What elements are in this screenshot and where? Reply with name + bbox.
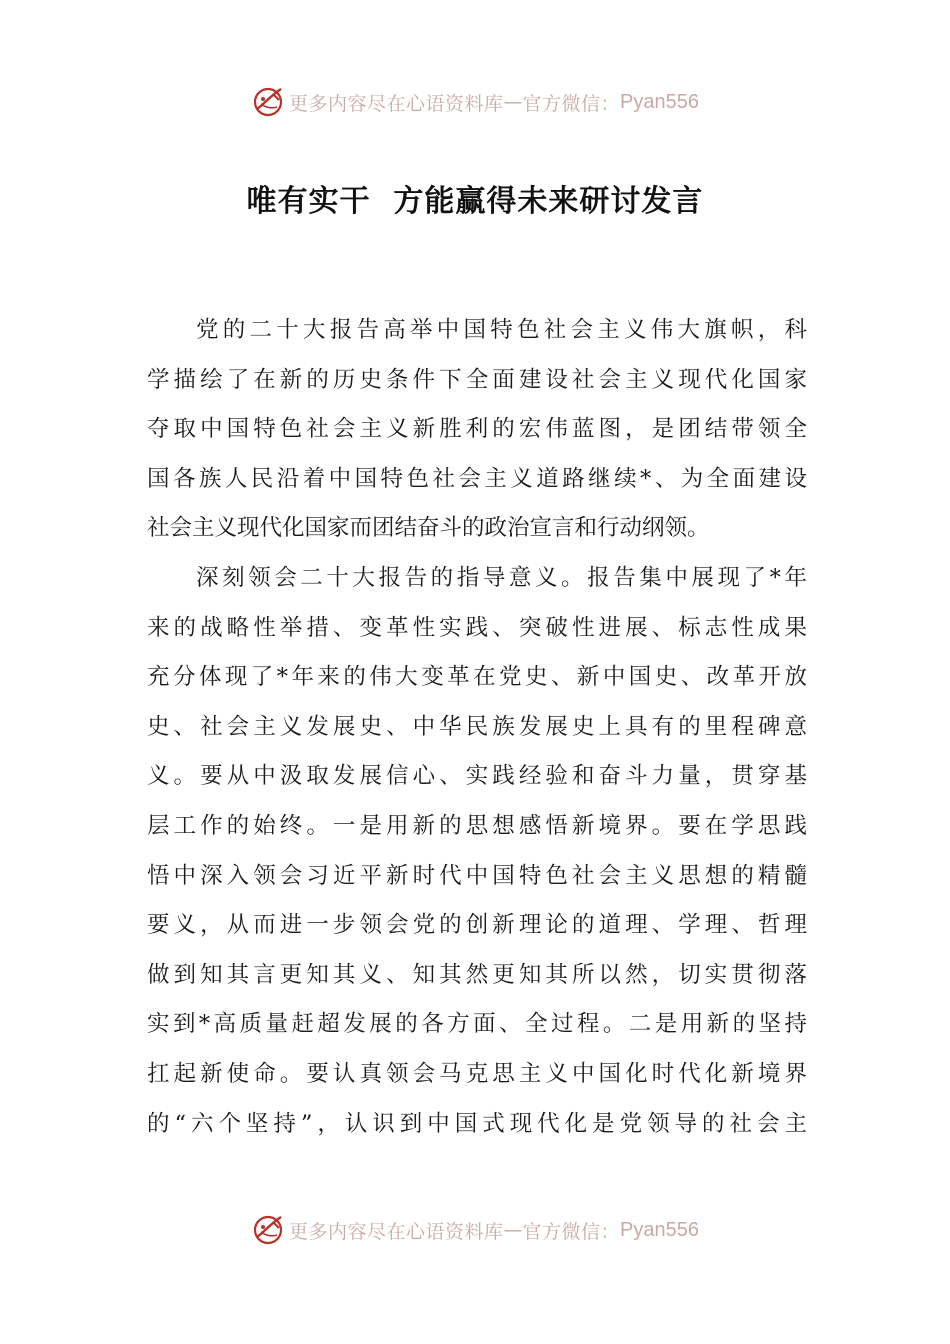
text-line: 社会主义现代化国家而团结奋斗的政治宣言和行动纲领。	[147, 515, 710, 542]
text-line: 层工作的始终。一是用新的思想感悟新境界。要在学思践	[147, 812, 807, 839]
text-line: 做到知其言更知其义、知其然更知其所以然，切实贯彻落	[147, 961, 807, 988]
text-line: 史、社会主义发展史、中华民族发展史上具有的里程碑意	[147, 713, 807, 740]
pen-logo-icon	[251, 85, 285, 119]
text-line: 来的战略性举措、变革性实践、突破性进展、标志性成果	[147, 614, 807, 641]
banner-wechat-id: Pyan556	[620, 90, 699, 113]
text-line: 深刻领会二十大报告的指导意义。报告集中展现了*年	[196, 564, 807, 591]
text-line: 悟中深入领会习近平新时代中国特色社会主义思想的精髓	[147, 862, 807, 889]
banner-separator: —	[503, 1219, 523, 1241]
footer-banner	[0, 1210, 950, 1250]
banner-separator: —	[503, 91, 523, 113]
document-title: 唯有实干 方能赢得未来研讨发言	[246, 184, 704, 219]
text-line: 充分体现了*年来的伟大变革在党史、新中国史、改革开放	[147, 664, 807, 691]
header-banner	[0, 82, 950, 122]
document-body	[147, 306, 807, 1149]
text-line: 学描绘了在新的历史条件下全面建设社会主义现代化国家	[147, 366, 807, 393]
text-line: 要义，从而进一步领会党的创新理论的道理、学理、哲理	[147, 912, 807, 939]
text-line: 夺取中国特色社会主义新胜利的宏伟蓝图，是团结带领全	[147, 416, 807, 443]
banner-text: 更多内容尽在心语资料库	[289, 1220, 504, 1243]
text-line: 的“六个坚持”，认识到中国式现代化是党领导的社会主	[147, 1110, 807, 1137]
text-line: 实到*高质量赶超发展的各方面、全过程。二是用新的坚持	[147, 1011, 807, 1038]
text-line: 扛起新使命。要认真领会马克思主义中国化时代化新境界	[147, 1060, 807, 1087]
text-line: 义。要从中汲取发展信心、实践经验和奋斗力量，贯穿基	[147, 763, 807, 790]
pen-logo-icon	[251, 1213, 285, 1247]
banner-text: 更多内容尽在心语资料库	[289, 92, 504, 115]
banner-wechat-label: 官方微信：	[522, 92, 621, 115]
banner-wechat-id: Pyan556	[620, 1218, 699, 1241]
text-line: 党的二十大报告高举中国特色社会主义伟大旗帜，科	[196, 317, 807, 343]
banner-wechat-label: 官方微信：	[522, 1220, 621, 1243]
text-line: 国各族人民沿着中国特色社会主义道路继续*、为全面建设	[147, 465, 807, 492]
